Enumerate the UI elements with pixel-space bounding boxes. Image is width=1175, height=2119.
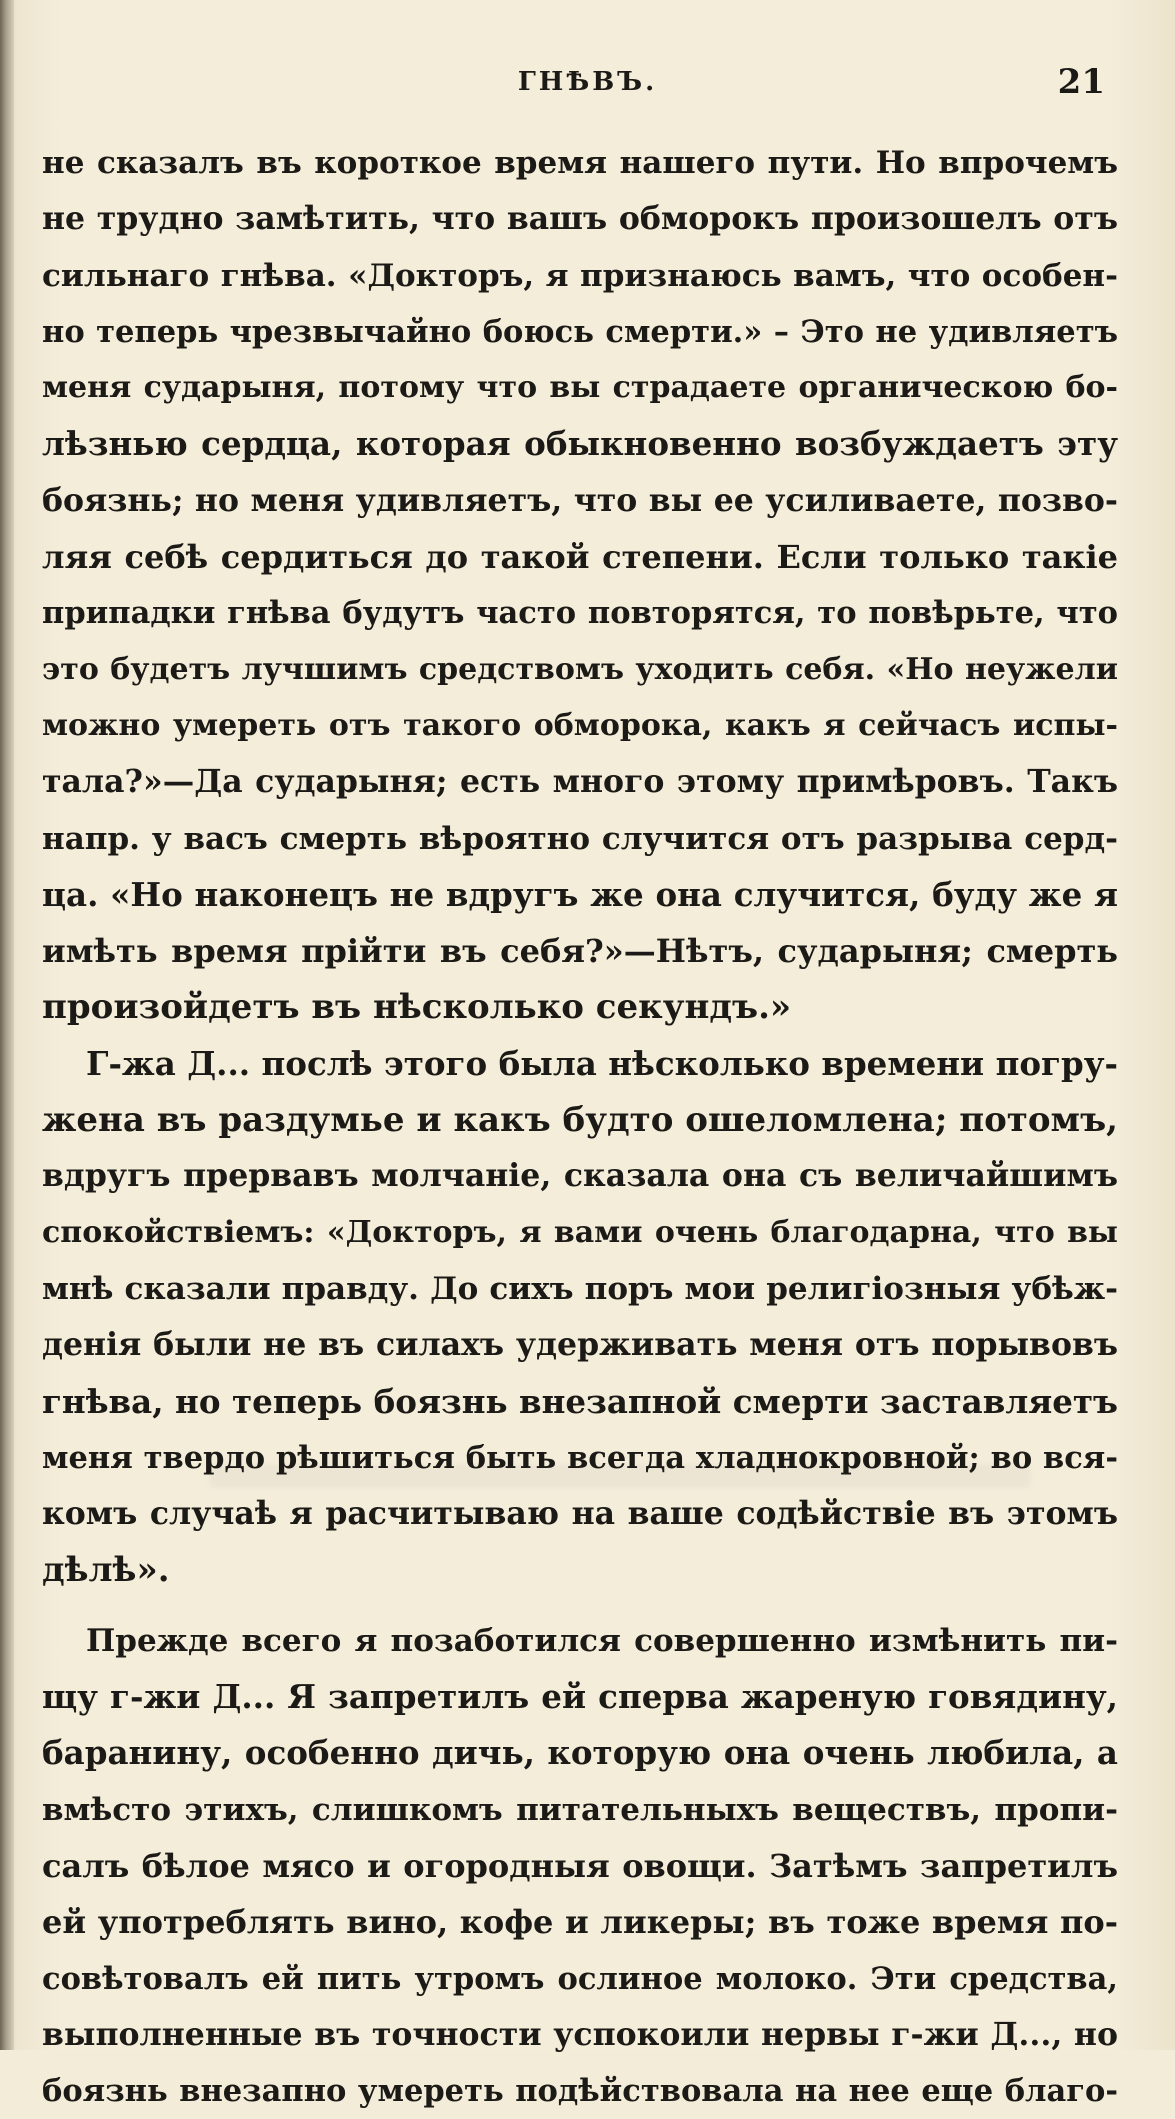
text-line: совѣтовалъ ей пить утромъ ослиное молоко. Эти средства, bbox=[42, 1960, 1118, 1997]
text-line: но теперь чрезвычайно боюсь смерти.» – Это не удивляетъ bbox=[42, 313, 1118, 350]
text-line: выполненные въ точности успокоили нервы г-жи Д..., но bbox=[42, 2015, 1118, 2053]
running-title: ГНѢВЪ. bbox=[517, 67, 658, 97]
text-line: боязнь; но меня удивляетъ, что вы ее усиливаете, позво- bbox=[42, 481, 1118, 519]
text-line: баранину, особенно дичь, которую она очень любила, а bbox=[42, 1733, 1118, 1773]
text-line: вмѣсто этихъ, слишкомъ питательныхъ веществъ, пропи- bbox=[42, 1791, 1118, 1828]
text-line: щу г-жи Д... Я запретилъ ей сперва жареную говядину, bbox=[42, 1677, 1118, 1717]
text-line: спокойствіемъ: «Докторъ, я вами очень благодарна, что вы bbox=[42, 1214, 1118, 1250]
page-number: 21 bbox=[1057, 62, 1105, 102]
text-line: можно умереть отъ такого обморока, какъ я сейчасъ испы- bbox=[42, 707, 1118, 743]
text-line: вдругъ прервавъ молчаніе, сказала она съ величайшимъ bbox=[42, 1157, 1118, 1195]
body-text bbox=[42, 135, 1118, 2119]
text-line: напр. у васъ смерть вѣроятно случится отъ разрыва серд- bbox=[42, 820, 1118, 857]
text-line: ляя себѣ сердиться до такой степени. Если только такіе bbox=[42, 538, 1118, 577]
text-line: меня твердо рѣшиться быть всегда хладнокровной; во вся- bbox=[42, 1439, 1118, 1476]
text-line: меня сударыня, потому что вы страдаете органическою бо- bbox=[42, 370, 1118, 406]
text-line: дѣлѣ». bbox=[42, 1550, 170, 1591]
text-line: произойдетъ въ нѣсколько секундъ.» bbox=[42, 987, 792, 1028]
text-line: это будетъ лучшимъ средствомъ уходить себя. «Но неужели bbox=[42, 651, 1118, 687]
running-header bbox=[0, 62, 1175, 102]
text-line: имѣть время прійти въ себя?»—Нѣтъ, сударыня; смерть bbox=[42, 932, 1118, 971]
text-line: комъ случаѣ я расчитываю на ваше содѣйствіе въ этомъ bbox=[42, 1495, 1118, 1533]
page-binding-edge bbox=[0, 0, 14, 2050]
text-line: боязнь внезапно умереть подѣйствовала на нее еще благо- bbox=[42, 2073, 1118, 2110]
text-line: мнѣ сказали правду. До сихъ поръ мои религіозныя убѣж- bbox=[42, 1270, 1118, 1307]
text-line: ца. «Но наконецъ не вдругъ же она случится, буду же я bbox=[42, 874, 1118, 914]
text-line: не сказалъ въ короткое время нашего пути. Но впрочемъ bbox=[42, 145, 1118, 181]
text-line: Г-жа Д... послѣ этого была нѣсколько времени погру- bbox=[86, 1043, 1118, 1083]
text-line: денія были не въ силахъ удерживать меня отъ порывовъ bbox=[42, 1326, 1118, 1364]
text-line: салъ бѣлое мясо и огородныя овощи. Затѣмъ запретилъ bbox=[42, 1846, 1118, 1885]
text-line: лѣзнью сердца, которая обыкновенно возбуждаетъ эту bbox=[42, 424, 1118, 464]
text-line: жена въ раздумье и какъ будто ошеломлена; потомъ, bbox=[42, 1100, 1118, 1141]
text-line: ей употреблять вино, кофе и ликеры; въ тоже время по- bbox=[42, 1903, 1118, 1942]
text-line: припадки гнѣва будутъ часто повторятся, то повѣрьте, что bbox=[42, 595, 1118, 632]
text-line: гнѣва, но теперь боязнь внезапной смерти заставляетъ bbox=[42, 1381, 1118, 1421]
text-line: сильнаго гнѣва. «Докторъ, я признаюсь вамъ, что особен- bbox=[42, 257, 1118, 294]
text-line: не трудно замѣтить, что вашъ обморокъ произошелъ отъ bbox=[42, 200, 1118, 238]
text-line: Прежде всего я позаботился совершенно измѣнить пи- bbox=[86, 1622, 1118, 1659]
text-line: тала?»—Да сударыня; есть много этому примѣровъ. Такъ bbox=[42, 763, 1118, 801]
